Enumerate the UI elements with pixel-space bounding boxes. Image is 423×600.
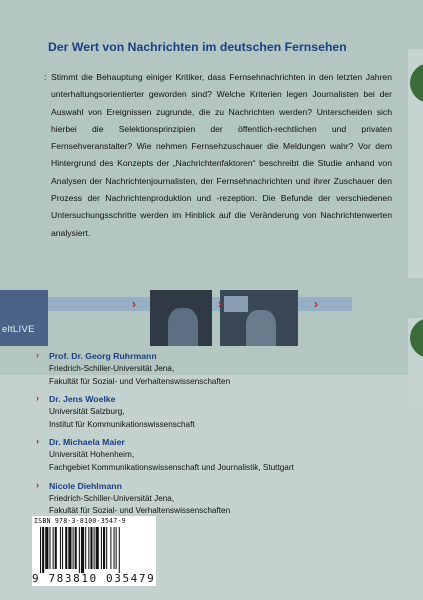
barcode-bar: [88, 527, 89, 569]
barcode-bar: [94, 527, 95, 569]
barcode-bar: [106, 527, 107, 569]
barcode-bar: [65, 527, 67, 569]
author-affiliation: Friedrich-Schiller-Universität Jena,: [49, 493, 175, 503]
isbn-barcode: [32, 516, 156, 586]
chevron-right-icon: ›: [36, 393, 39, 404]
author-entry: [36, 350, 396, 388]
chevron-right-icon: ›: [218, 297, 222, 311]
barcode-bars: [40, 527, 150, 573]
author-entry: [36, 480, 396, 518]
barcode-bar: [96, 527, 99, 569]
blurb-paragraph: Stimmt die Behauptung einiger Kritiker, dass Fernsehnachrichten in den letzten Jahren unterhaltungsorientierter geworden sind? Welche Kriterien legen Journalisten bei der Auswahl von Ereignissen zugrunde, die zu Nachrichten werden? Unterscheiden sich hierbei die Selektionsprinzipien der öffentlich-rechtlichen und privaten Fernsehveranstalter? Wie nehmen Fernsehzuschauer die Meldungen wahr? Vor dem Hintergrund des Konzepts der „Nachrichtenfaktoren“ beschreibt die Studie anhand von Analysen der Nachrichtenjournalisten, der Fernsehnachrichten und ihrer Zuschauer den Prozess der Nachrichtenproduktion und -rezeption. Die Befunde der verschiedenen Untersuchungsschritte werden im Hinblick auf die Veränderung von Nachrichtenwerten analysiert.: [51, 72, 392, 238]
author-affiliation: Fakultät für Sozial- und Verhaltenswissenschaften: [49, 506, 231, 516]
studio-screen: [224, 296, 248, 312]
ean-digits: 9 783810 035479: [32, 572, 156, 585]
chevron-right-icon: ›: [36, 436, 39, 447]
barcode-bar: [49, 527, 50, 569]
barcode-bar: [110, 527, 111, 569]
author-affiliation: Friedrich-Schiller-Universität Jena,: [49, 364, 175, 373]
barcode-bar: [116, 527, 117, 569]
author-name: Nicole Diehlmann: [49, 480, 122, 491]
author-affiliation: Universität Salzburg,: [49, 407, 125, 417]
author-entry: [36, 393, 396, 431]
tv-frame-studio: [0, 290, 48, 346]
author-affiliation: Fachgebiet Kommunikationswissenschaft und Journalistik, Stuttgart: [49, 462, 294, 472]
barcode-bar: [53, 527, 54, 569]
chevron-right-icon: ›: [314, 297, 318, 311]
barcode-bar: [119, 527, 120, 573]
tv-frame-news-desk: [220, 290, 298, 346]
barcode-bar: [79, 527, 80, 573]
barcode-bar: [55, 527, 57, 569]
barcode-bar: [103, 527, 105, 569]
lead-marker: :: [44, 72, 47, 82]
author-affiliation: Institut für Kommunikationswissenschaft: [49, 419, 195, 429]
chevron-right-icon: ›: [36, 350, 39, 360]
barcode-bar: [42, 527, 44, 573]
isbn-text: ISBN 978-3-8100-3547-9: [34, 517, 126, 525]
chevron-right-icon: ›: [132, 297, 136, 311]
author-name: Prof. Dr. Georg Ruhrmann: [49, 351, 157, 361]
barcode-bar: [81, 527, 84, 573]
barcode-bar: [101, 527, 102, 569]
barcode-bar: [40, 527, 41, 573]
author-name: Dr. Jens Woelke: [49, 394, 116, 405]
author-affiliation: Fakultät für Sozial- und Verhaltenswissenschaften: [49, 376, 231, 386]
book-title: Der Wert von Nachrichten im deutschen Fernsehen: [48, 40, 347, 54]
chevron-right-icon: ›: [36, 479, 39, 490]
author-affiliation: Universität Hohenheim,: [49, 450, 135, 460]
presenter-silhouette: [246, 310, 276, 346]
lead-text-block: [0, 69, 400, 289]
author-name: Dr. Michaela Maier: [49, 437, 125, 448]
barcode-bar: [68, 527, 71, 569]
anchor-silhouette: [168, 308, 198, 346]
barcode-bar: [73, 527, 74, 569]
barcode-bar: [75, 527, 77, 569]
tv-frame-anchor: [150, 290, 212, 346]
tv-news-image-strip: [0, 290, 360, 346]
barcode-bar: [60, 527, 61, 569]
channel-label: eltLIVE: [2, 324, 35, 335]
barcode-bar: [85, 527, 86, 569]
barcode-bar: [90, 527, 92, 569]
barcode-bar: [45, 527, 48, 569]
barcode-bar: [114, 527, 115, 569]
author-list: [36, 350, 396, 523]
barcode-bar: [62, 527, 63, 569]
author-entry: [36, 436, 396, 474]
